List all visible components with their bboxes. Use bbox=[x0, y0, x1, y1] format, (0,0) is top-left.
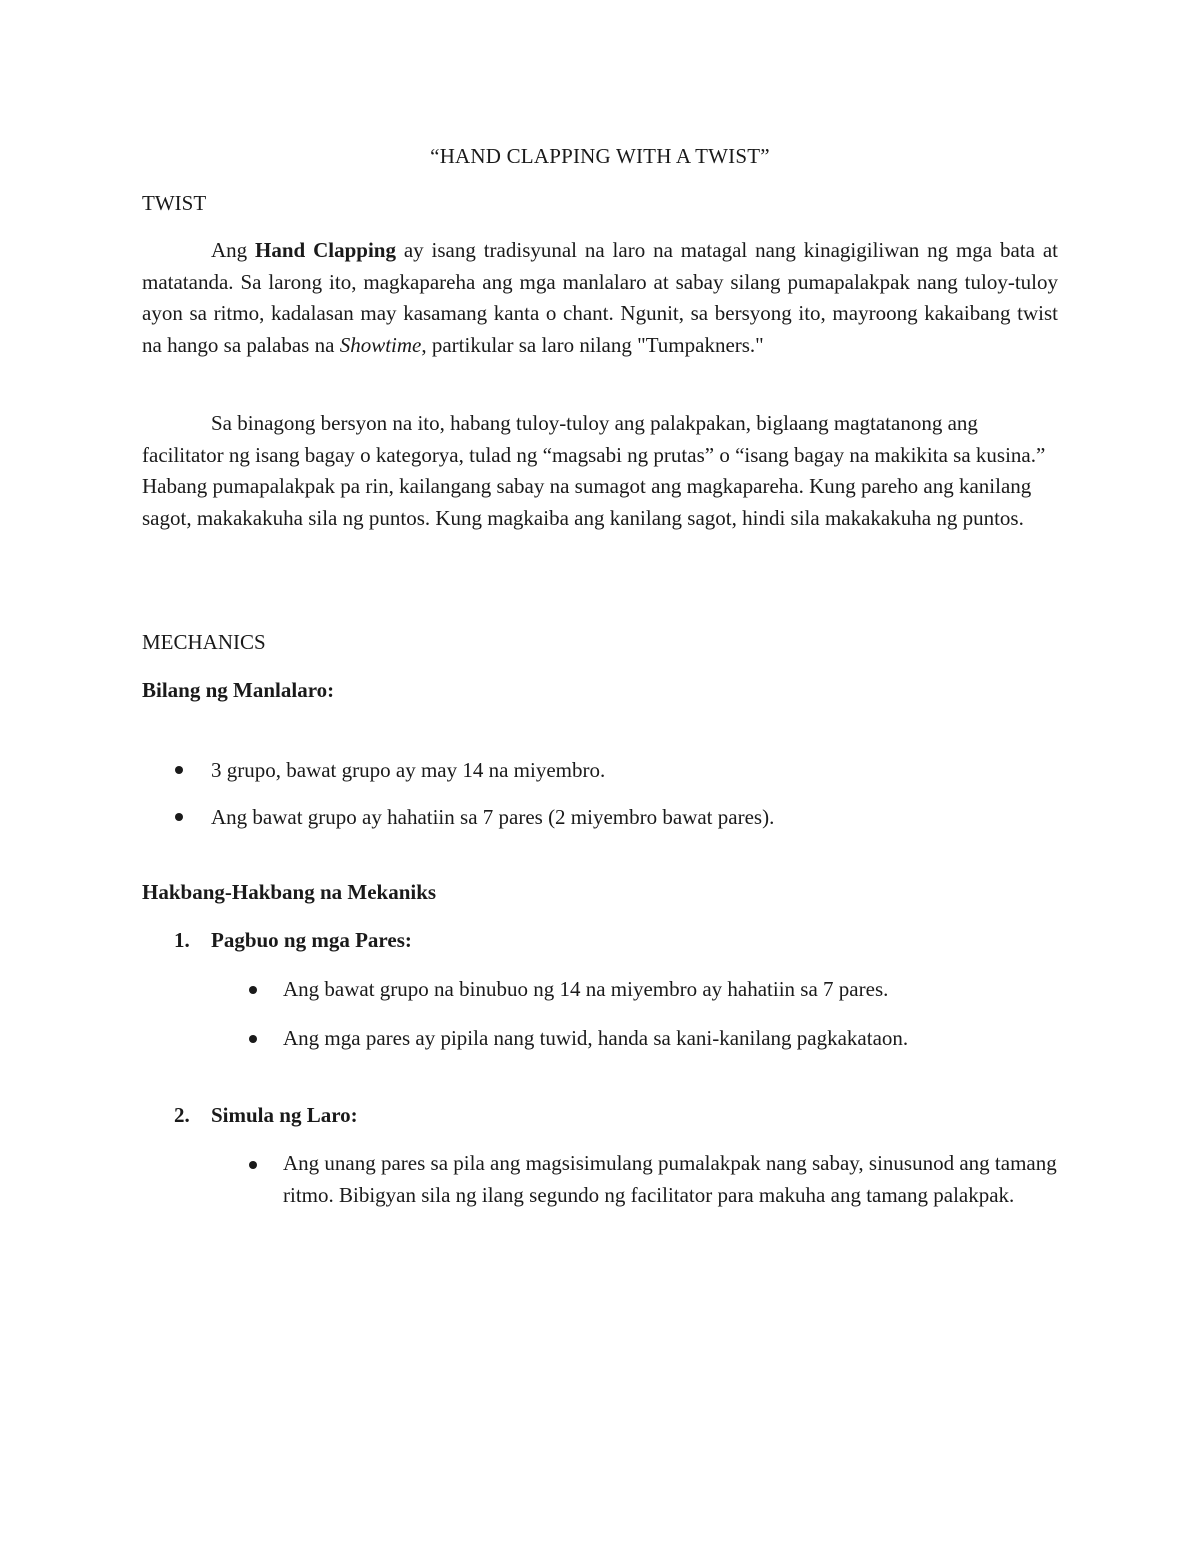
intro-italic-term: Showtime bbox=[339, 332, 422, 357]
step-2-label: Simula ng Laro: bbox=[211, 1103, 358, 1127]
document-title: “HAND CLAPPING WITH A TWIST” bbox=[430, 144, 770, 168]
step-2-bullet-1: Ang unang pares sa pila ang magsisimulang pumalakpak nang sabay, sinusunod ang tamang ritmo. Bibigyan sila ng ilang segundo ng facilitator para makuha ang tamang palakpak. bbox=[283, 1151, 1057, 1207]
players-bullet-1: 3 grupo, bawat grupo ay may 14 na miyembro. bbox=[211, 758, 606, 782]
bullet-icon bbox=[249, 986, 257, 994]
intro-paragraph bbox=[142, 235, 1058, 361]
intro-text-2: , partikular sa laro nilang "Tumpakners." bbox=[421, 332, 764, 357]
step-1-label: Pagbuo ng mga Pares: bbox=[211, 928, 412, 952]
twist-heading: TWIST bbox=[142, 191, 207, 215]
bullet-icon bbox=[175, 813, 183, 821]
bullet-icon bbox=[175, 766, 183, 774]
players-heading: Bilang ng Manlalaro: bbox=[142, 678, 335, 702]
twist-paragraph: Sa binagong bersyon na ito, habang tuloy-tuloy ang palakpakan, biglaang magtatanong ang facilitator ng isang bagay o kategorya, tulad ng “magsabi ng prutas” o “isang bagay na makikita sa kusina.” Habang pumapalakpak pa rin, kailangang sabay na sumagot ang magkapareha. Kung pareho ang kanilang sagot, makakakuha sila ng puntos. Kung magkaiba ang kanilang sagot, hindi sila makakakuha ng puntos. bbox=[142, 411, 1046, 530]
step-2-title bbox=[174, 1103, 358, 1128]
step-1-bullet-2: Ang mga pares ay pipila nang tuwid, handa sa kani-kanilang pagkakataon. bbox=[283, 1026, 909, 1050]
intro-lead: Ang bbox=[211, 238, 256, 262]
step-1-bullet-1: Ang bawat grupo na binubuo ng 14 na miyembro ay hahatiin sa 7 pares. bbox=[283, 977, 889, 1001]
step-2-number: 2. bbox=[174, 1103, 190, 1127]
steps-heading: Hakbang-Hakbang na Mekaniks bbox=[142, 880, 437, 904]
mechanics-heading: MECHANICS bbox=[142, 630, 266, 654]
players-bullet-2: Ang bawat grupo ay hahatiin sa 7 pares (2 miyembro bawat pares). bbox=[211, 805, 775, 829]
intro-text-1: ay isang tradisyunal na laro na matagal nang kinagigiliwan ng mga bata at matatanda. Sa larong ito, magkapareha ang mga manlalaro at sabay silang pumapalakpak nang tuloy-tuloy ayon sa ritmo, kadalasan may kasamang kanta o chant. Ngunit, sa bersyong ito, mayroong kakaibang twist na hango sa palabas na bbox=[142, 238, 1058, 357]
bullet-icon bbox=[249, 1035, 257, 1043]
bullet-icon bbox=[249, 1161, 257, 1169]
step-1-number: 1. bbox=[174, 928, 190, 952]
intro-bold-term: Hand Clapping bbox=[255, 238, 396, 262]
step-1-title bbox=[174, 928, 412, 953]
